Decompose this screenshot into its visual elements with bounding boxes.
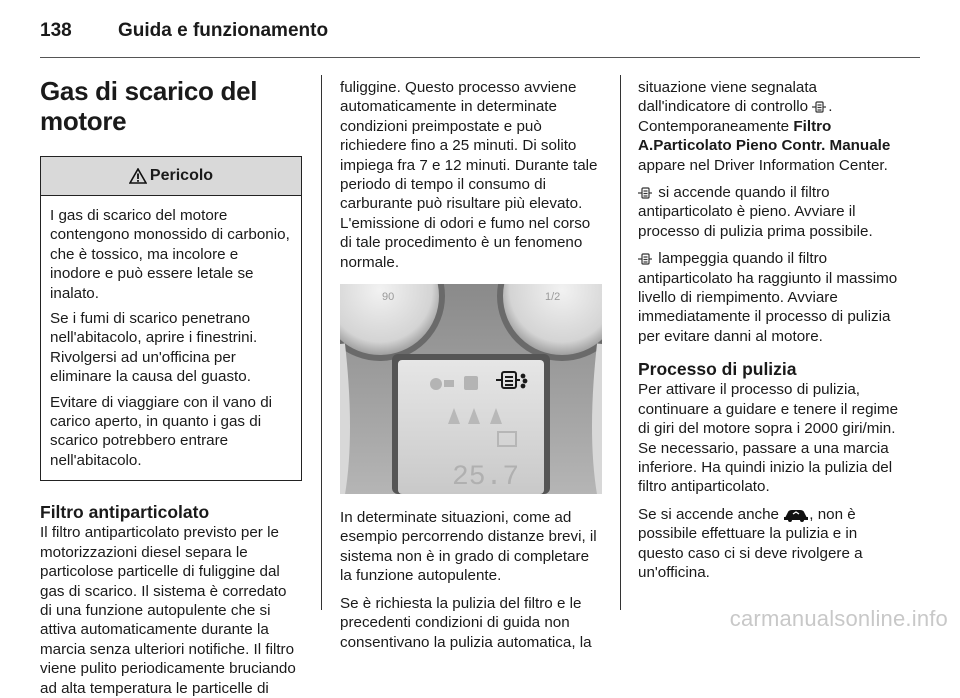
cleaning-heading: Processo di pulizia	[638, 359, 797, 380]
instrument-cluster-photo	[340, 284, 602, 494]
chapter-title: Guida e funzionamento	[118, 20, 329, 41]
danger-box-header	[41, 157, 301, 196]
cleaning-paragraph-1: Per attivare il processo di pulizia, continuare a guidare e tenere il regime di giri del motore sopra i 2000 giri/min. Se necessario, passare a una marcia inferiore. Ha quindi inizio la pulizia del filtro antiparticolato.	[638, 381, 899, 496]
filter-paragraph-cont: fuliggine. Questo processo avviene automaticamente in determinate condizioni preimpostate e può richiedere fino a 25 minuti. Di solito impiega fra 7 e 12 minuti. Durante tale periodo di tempo il consumo di carburante può risultare più elevato. L'emissione di odori e fumo nel corso di tale procedimento è un fenomeno normale.	[340, 79, 598, 271]
danger-paragraph-3: Evitare di viaggiare con il vano di carico aperto, in quanto i gas di scarico potrebbero entrare nell'abitacolo.	[50, 393, 273, 469]
particulate-filter-icon	[638, 252, 654, 266]
col2-paragraph-1: In determinate situazioni, come ad esempio percorrendo distanze brevi, il sistema non è in grado di completare la funzione autopulente.	[340, 509, 597, 585]
danger-paragraph-1: I gas di scarico del motore contengono monossido di carbonio, che è tossico, ma incolore e inodore e può essere letale se inalato.	[50, 207, 290, 302]
col3-p1-text-b: . Contemporaneamente	[638, 98, 833, 135]
cleaning-p2-text-b: , non è possibile effettuare la pulizia e in questo caso ci si deve rivolgere a un'officina.	[638, 505, 863, 581]
watermark: carmanualsonline.info	[729, 606, 948, 631]
danger-box	[40, 156, 302, 481]
col3-p1-text-c: appare nel Driver Information Center.	[638, 156, 888, 174]
col3-paragraph-2	[638, 183, 902, 241]
cleaning-p2-text-a: Se si accende anche	[638, 505, 780, 523]
danger-label: Pericolo	[149, 167, 214, 185]
col3-paragraph-3	[638, 249, 902, 346]
section-title: Gas di scarico del motore	[40, 76, 258, 136]
warning-triangle-icon	[129, 168, 147, 184]
particulate-filter-icon	[812, 100, 828, 114]
gauge-right-label: 1/2	[545, 291, 561, 304]
column-3	[638, 78, 902, 582]
column-divider-2	[620, 75, 621, 610]
particulate-filter-icon	[638, 186, 654, 200]
filter-paragraph: Il filtro antiparticolato previsto per le motorizzazioni diesel separa le particolose particelle di fuliggine dal gas di scarico. Il sistema è corredato di una funzione autopulente che si attiva automaticamente durante la marcia senza ulteriori notifiche. Il filtro viene pulito periodicamente bruciando ad alta temperatura le particelle di	[40, 524, 296, 697]
page-header	[40, 14, 920, 54]
col3-p2-text: si accende quando il filtro antiparticolato è pieno. Avviare il processo di pulizia prima possibile.	[638, 184, 873, 240]
danger-box-body	[41, 196, 301, 480]
cleaning-paragraph-2	[638, 505, 902, 583]
col3-p3-text: lampeggia quando il filtro antiparticolato ha raggiunto il massimo livello di riempimento. Avviare immediatamente il processo di pulizia per evitare danni al motore.	[638, 250, 898, 345]
service-vehicle-icon	[783, 508, 809, 522]
filter-heading: Filtro antiparticolato	[40, 502, 210, 523]
dic-message: Filtro A.Particolato Pieno Contr. Manuale	[638, 117, 891, 155]
page-number: 138	[40, 20, 72, 41]
col2-paragraph-2: Se è richiesta la pulizia del filtro e le precedenti condizioni di guida non consentivano la pulizia automatica, la	[340, 594, 592, 651]
danger-paragraph-2: Se i fumi di scarico penetrano nell'abitacolo, aprire i finestrini. Rivolgersi ad un'officina per eliminare la causa del guasto.	[50, 310, 258, 386]
column-divider-1	[321, 75, 322, 610]
col3-paragraph-1	[638, 78, 902, 175]
gauge-left-label: 90	[382, 291, 395, 304]
lcd-odometer: 25.7	[452, 462, 520, 494]
header-rule	[40, 57, 920, 58]
column-1	[40, 60, 302, 698]
column-2	[340, 78, 602, 652]
col3-p1-text-a: situazione viene segnalata dall'indicatore di controllo	[638, 79, 818, 116]
